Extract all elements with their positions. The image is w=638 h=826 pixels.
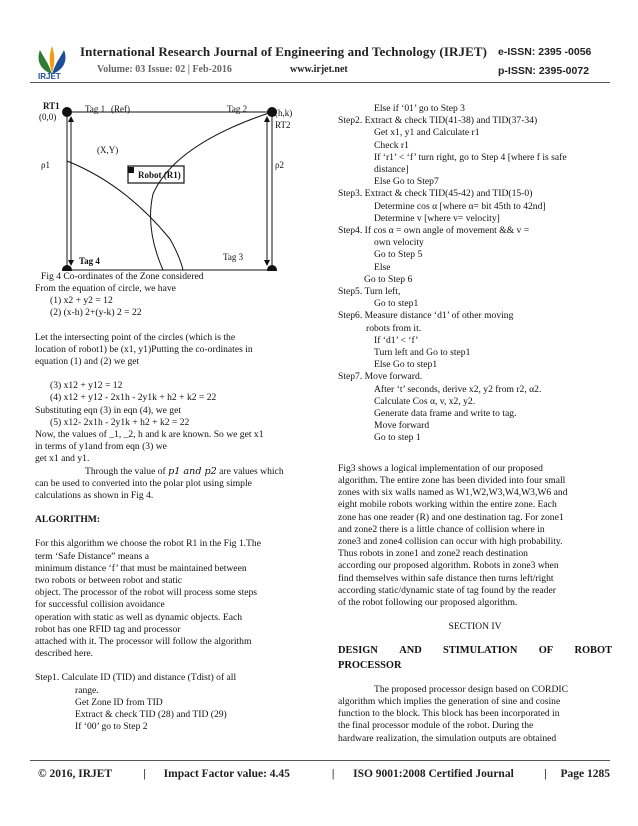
step-line: Step3. Extract & check TID(45-42) and TID(15-0) <box>338 188 533 200</box>
text-line: can be used to converted into the polar plot using simple <box>35 477 252 489</box>
text-line: zone3 and zone4 collision can occur with high probability. <box>338 535 563 547</box>
zone-diagram <box>35 99 298 271</box>
step-line: Go to Step 6 <box>364 273 413 285</box>
figure-zone-coordinates <box>35 99 298 282</box>
step-line: Step2. Extract & check TID(41-38) and TID(37-34) <box>338 115 538 127</box>
equation-3: (3) x12 + y12 = 12 <box>50 380 123 392</box>
step-line: Determine v [where v= velocity] <box>374 212 500 224</box>
text-line: eight mobile robots working within the entire zone. Each <box>338 499 557 511</box>
step-line: Determine cos α [where α= bit 45th to 42nd] <box>374 200 546 212</box>
section-label: SECTION IV <box>448 621 502 633</box>
text-line: get x1 and y1. <box>35 453 90 465</box>
text-line: robot has one RFID tag and processor <box>35 623 181 635</box>
label-ref: (Ref) <box>111 104 130 114</box>
left-column <box>35 99 298 734</box>
text-line: The proposed processor design based on CORDIC <box>374 683 568 695</box>
text-line: calculations as shown in Fig 4. <box>35 490 154 502</box>
footer-separator: | <box>544 768 547 780</box>
heading-word: STIMULATION <box>443 645 518 657</box>
text-line <box>35 466 298 478</box>
page-header <box>0 0 638 90</box>
text-line: Thus robots in zone1 and zone2 reach destination <box>338 548 528 560</box>
figure-caption: Fig 4 Co-ordinates of the Zone considered <box>41 271 204 282</box>
step-line: Get x1, y1 and Calculate r1 <box>374 127 480 139</box>
text-line: zones with six walls named as W1,W2,W3,W4,W3,W6 and <box>338 487 568 499</box>
text-line: for successful collision avoidance <box>35 599 165 611</box>
text-line: described here. <box>35 648 94 660</box>
heading-word: AND <box>399 645 422 657</box>
p-issn: p-ISSN: 2395-0072 <box>498 65 590 77</box>
text-line: two robots or between robot and static <box>35 575 183 587</box>
text-line: of the robot following our proposed algorithm. <box>338 596 518 608</box>
step-line: If ‘00’ go to Step 2 <box>75 721 148 733</box>
step-line: own velocity <box>374 237 424 249</box>
step-line: Go to step1 <box>374 298 419 310</box>
step-line: After ‘t’ seconds, derive x2, y2 from r2, α2. <box>374 383 542 395</box>
footer-separator: | <box>143 768 146 780</box>
text-line: hardware realization, the simulation outputs are obtained <box>338 732 557 744</box>
footer-iso: ISO 9001:2008 Certified Journal <box>353 768 514 780</box>
text-segment: Through the value of <box>85 465 169 477</box>
text-line: in terms of y1and from eqn (3) we <box>35 441 167 453</box>
page-footer <box>38 768 610 780</box>
step-line: Else Go to Step7 <box>374 176 439 188</box>
footer-divider <box>30 760 610 761</box>
algorithm-heading: ALGORITHM: <box>35 514 101 526</box>
footer-copyright: © 2016, IRJET <box>38 768 113 780</box>
step-line: Generate data frame and write to tag. <box>374 408 517 420</box>
website-link[interactable]: www.irjet.net <box>290 64 348 75</box>
equation-4: (4) x12 + y12 - 2x1h - 2y1k + h2 + k2 = 22 <box>50 392 217 404</box>
equation-1: (1) x2 + y2 = 12 <box>50 295 113 307</box>
text-line: according static/dynamic state of tag found by the reader <box>338 584 556 596</box>
text-line: From the equation of circle, we have <box>35 283 176 294</box>
text-line: object. The processor of the robot will process some steps <box>35 587 258 599</box>
label-rt1: RT1 <box>43 101 60 111</box>
label-tag2: Tag 2 <box>227 104 248 114</box>
text-line: Fig3 shows a logical implementation of our proposed <box>338 462 543 474</box>
step-line: Calculate Cos α, v, x2, y2. <box>374 395 476 407</box>
step-line: If ‘d1’ < ‘f’ <box>374 334 419 346</box>
step-line: Step4. If cos α = own angle of movement && v = <box>338 225 530 237</box>
heading-word: ROBOT <box>574 645 612 657</box>
equation-2: (2) (x-h) 2+(y-k) 2 = 22 <box>50 307 142 319</box>
step-line: Turn left and Go to step1 <box>374 347 471 359</box>
text-line: zone has one reader (R) and one destination tag. For zone1 <box>338 511 564 523</box>
text-line: the final processor module of the robot. During the <box>338 720 534 732</box>
text-line: algorithm which implies the generation of sine and cosine <box>338 695 561 707</box>
math-inline: p1 and p2 <box>168 465 217 477</box>
step-line: Step1. Calculate ID (TID) and distance (Tdist) of all <box>35 672 237 684</box>
footer-impact-factor: Impact Factor value: 4.45 <box>163 768 290 780</box>
step-line: Get Zone ID from TID <box>75 696 163 708</box>
logo-text: IRJET <box>38 72 61 81</box>
text-segment: are values which <box>216 465 284 477</box>
label-rho1: ρ1 <box>41 160 50 170</box>
e-issn: e-ISSN: 2395 -0056 <box>498 46 592 58</box>
step-line: Extract & check TID (28) and TID (29) <box>75 709 227 721</box>
label-tag1: Tag 1 <box>85 104 106 114</box>
step-line: Step6. Measure distance ‘d1’ of other moving <box>338 310 514 322</box>
text-line: equation (1) and (2) we get <box>35 356 140 368</box>
equation-5: (5) x12- 2x1h - 2y1k + h2 + k2 = 22 <box>50 416 190 428</box>
step-line: range. <box>75 684 99 696</box>
text-line: location of robot1) be (x1, y1)Putting the co-ordinates in <box>35 343 253 355</box>
step-line: robots from it. <box>366 322 422 334</box>
header-divider <box>30 82 610 83</box>
text-line: find themselves within safe distance then turns left/right <box>338 572 554 584</box>
journal-title: International Research Journal of Engineering and Technology (IRJET) <box>80 44 488 59</box>
label-rt2: RT2 <box>275 120 291 130</box>
footer-page-number: Page 1285 <box>560 768 610 780</box>
text-line: minimum distance ‘f’ that must be maintained between <box>35 562 247 574</box>
text-line: Let the intersecting point of the circles (which is the <box>35 331 236 343</box>
step-line: Else Go to step1 <box>374 359 438 371</box>
text-line: Substituting eqn (3) in eqn (4), we get <box>35 404 182 416</box>
volume-issue: Volume: 03 Issue: 02 | Feb-2016 <box>97 64 232 75</box>
text-line: term ‘Safe Distance” means a <box>35 550 150 562</box>
step-line: If ‘r1’ < ‘f’ turn right, go to Step 4 [where f is safe <box>374 151 567 163</box>
text-line: function to the block. This block has been incorporated in <box>338 708 560 720</box>
label-hk: (h,k) <box>275 108 293 118</box>
section-heading-cont: PROCESSOR <box>338 659 402 671</box>
text-line: For this algorithm we choose the robot R1 in the Fig 1.The <box>35 538 261 550</box>
text-line: algorithm. The entire zone has been divided into four small <box>338 474 566 486</box>
label-rho2: ρ2 <box>275 160 284 170</box>
text-line: operation with static as well as dynamic objects. Each <box>35 611 243 623</box>
step-line: Else if ‘01’ go to Step 3 <box>374 103 465 114</box>
label-tag3: Tag 3 <box>223 252 244 262</box>
step-line: Go to step 1 <box>374 432 421 444</box>
heading-word: OF <box>538 645 554 657</box>
step-line: distance] <box>374 164 409 176</box>
text-line: attached with it. The processor will follow the algorithm <box>35 636 252 648</box>
section-heading <box>338 645 612 657</box>
right-column <box>338 103 612 745</box>
step-line: Step5. Turn left, <box>338 286 401 298</box>
label-xy: (X,Y) <box>97 145 119 155</box>
step-line: Check r1 <box>374 139 409 151</box>
heading-word: DESIGN <box>338 645 378 657</box>
text-line: and zone2 there is a little chance of collision where in <box>338 523 545 535</box>
step-line: Go to Step 5 <box>374 249 423 261</box>
step-line: Move forward <box>374 420 430 432</box>
text-line: according our proposed algorithm. Robots in zone3 when <box>338 560 559 572</box>
label-origin: (0,0) <box>39 112 57 122</box>
text-line: Now, the values of _1, _2, h and k are known. So we get x1 <box>35 429 264 441</box>
footer-separator: | <box>331 768 335 780</box>
step-line: Step7. Move forward. <box>338 371 423 383</box>
label-robot: Robot (R1) <box>138 170 181 180</box>
label-tag4: Tag 4 <box>79 256 100 266</box>
step-line: Else <box>374 261 391 273</box>
